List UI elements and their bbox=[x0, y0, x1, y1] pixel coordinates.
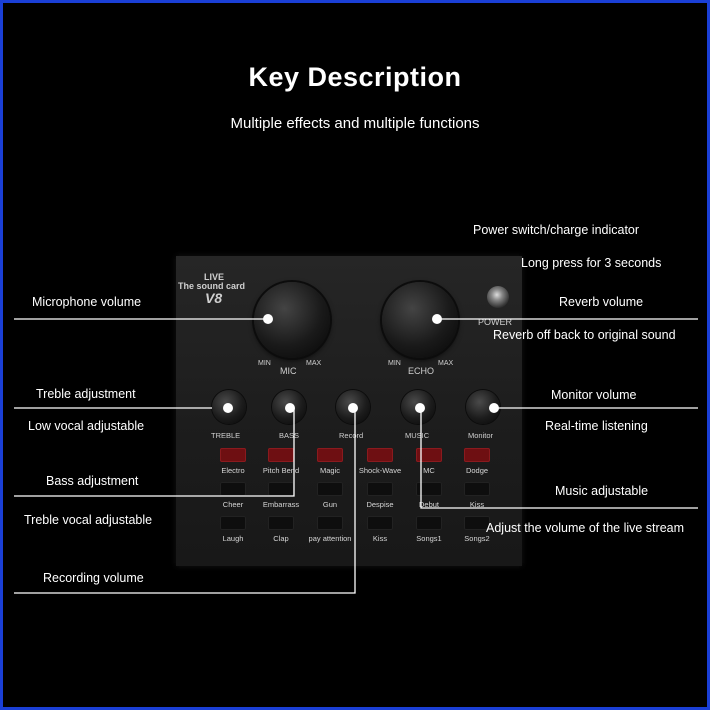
mic-max-label: MAX bbox=[306, 360, 322, 367]
button-label: pay attention bbox=[308, 534, 352, 543]
label-bass-adjustment: Bass adjustment bbox=[46, 474, 139, 488]
callout-line-record bbox=[14, 408, 355, 593]
record-label: Record bbox=[339, 431, 364, 440]
label-music-adjustable: Music adjustable bbox=[555, 484, 649, 498]
button-label: Kiss bbox=[469, 500, 485, 509]
button-label: Electro bbox=[221, 466, 245, 475]
callout-dot-treble bbox=[223, 403, 233, 413]
bass-label: BASS bbox=[279, 431, 300, 440]
mic-label: MIC bbox=[280, 366, 297, 376]
callout-dot-record bbox=[348, 403, 358, 413]
brand-live: LIVE bbox=[204, 272, 225, 282]
button-label: Dodge bbox=[465, 466, 489, 475]
page-title: Key Description bbox=[248, 62, 462, 92]
label-reverb-volume: Reverb volume bbox=[559, 295, 644, 309]
button-label: Laugh bbox=[222, 534, 244, 543]
label-monitor-volume: Monitor volume bbox=[551, 388, 637, 402]
callout-dot-echo bbox=[432, 314, 442, 324]
button-label: Clap bbox=[273, 534, 289, 543]
label-microphone-volume: Microphone volume bbox=[32, 295, 142, 309]
monitor-label: Monitor bbox=[468, 431, 494, 440]
echo-label: ECHO bbox=[408, 366, 435, 376]
button-label: Embarrass bbox=[262, 500, 300, 509]
music-label: MUSIC bbox=[405, 431, 430, 440]
callout-dot-monitor bbox=[489, 403, 499, 413]
callout-dot-mic bbox=[263, 314, 273, 324]
button-label: Songs1 bbox=[416, 534, 442, 543]
button-label: Pitch Bend bbox=[262, 466, 300, 475]
button-label: Despise bbox=[366, 500, 394, 509]
button-label: Gun bbox=[322, 500, 338, 509]
brand-subtitle: The sound card bbox=[178, 281, 246, 291]
page-subtitle: Multiple effects and multiple functions bbox=[230, 115, 480, 132]
button-label: Cheer bbox=[222, 500, 244, 509]
button-label: Shock-Wave bbox=[358, 466, 402, 475]
label-treble-vocal: Treble vocal adjustable bbox=[24, 513, 153, 527]
callout-dot-music bbox=[415, 403, 425, 413]
label-recording-volume: Recording volume bbox=[43, 571, 144, 585]
label-treble-adjustment: Treble adjustment bbox=[36, 387, 136, 401]
label-adjust-live: Adjust the volume of the live stream bbox=[486, 521, 685, 535]
callout-dot-bass bbox=[285, 403, 295, 413]
button-label: Magic bbox=[319, 466, 341, 475]
mic-min-label: MIN bbox=[258, 360, 271, 367]
label-long-press: Long press for 3 seconds bbox=[521, 256, 662, 270]
button-label: MC bbox=[423, 466, 435, 475]
label-power-switch: Power switch/charge indicator bbox=[473, 223, 640, 237]
echo-min-label: MIN bbox=[388, 360, 401, 367]
button-label: Kiss bbox=[372, 534, 388, 543]
label-reverb-off: Reverb off back to original sound bbox=[493, 328, 676, 342]
label-real-time: Real-time listening bbox=[545, 419, 648, 433]
power-label: POWER bbox=[478, 317, 513, 327]
treble-label: TREBLE bbox=[211, 431, 241, 440]
echo-max-label: MAX bbox=[438, 360, 454, 367]
label-low-vocal: Low vocal adjustable bbox=[28, 419, 145, 433]
model-name: V8 bbox=[205, 290, 223, 306]
button-label: Songs2 bbox=[464, 534, 490, 543]
button-label: Debut bbox=[418, 500, 440, 509]
